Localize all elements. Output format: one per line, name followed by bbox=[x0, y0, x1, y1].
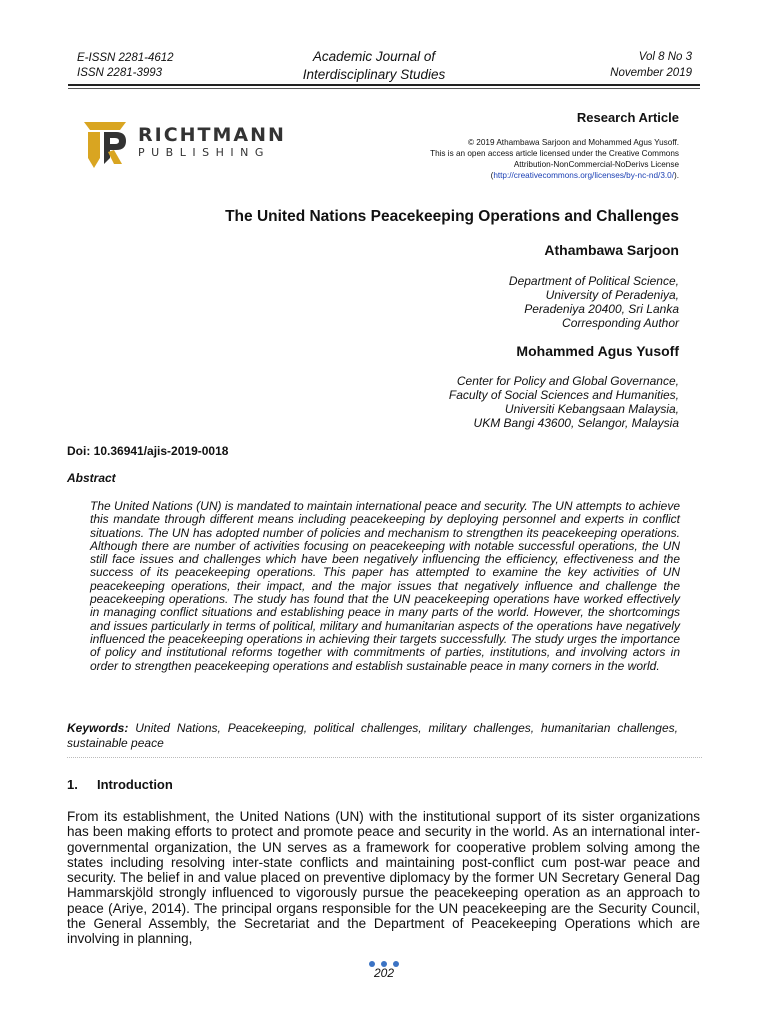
license-notice bbox=[349, 137, 679, 181]
journal-name-line1: Academic Journal of bbox=[312, 49, 436, 64]
article-title: The United Nations Peacekeeping Operations and Challenges bbox=[225, 208, 679, 225]
page-number: 202 bbox=[373, 966, 395, 980]
journal-name-line2: Interdisciplinary Studies bbox=[302, 67, 446, 82]
issue-date: November 2019 bbox=[610, 67, 692, 79]
license-line: This is an open access article licensed under the Creative Commons bbox=[430, 149, 679, 158]
issue-block bbox=[610, 49, 692, 81]
doi: Doi: 10.36941/ajis-2019-0018 bbox=[67, 444, 229, 458]
header-rule bbox=[68, 84, 700, 86]
author-name: Athambawa Sarjoon bbox=[544, 242, 679, 258]
publisher-name: RICHTMANN bbox=[138, 124, 286, 146]
license-link-line: (http://creativecommons.org/licenses/by-nc-nd/3.0/). bbox=[490, 171, 679, 180]
keywords-list: United Nations, Peacekeeping, political challenges, military challenges, humanitarian challenges, sustainable peace bbox=[67, 721, 678, 750]
section-heading bbox=[67, 777, 173, 792]
copyright-line: © 2019 Athambawa Sarjoon and Mohammed Agus Yusoff. bbox=[467, 138, 679, 147]
section-number: 1. bbox=[67, 777, 78, 792]
journal-name-block bbox=[270, 48, 478, 84]
section-title: Introduction bbox=[97, 777, 173, 792]
issn: ISSN 2281-3993 bbox=[77, 67, 163, 79]
keywords-label: Keywords: bbox=[67, 721, 129, 735]
author-name: Mohammed Agus Yusoff bbox=[516, 343, 679, 359]
license-link[interactable]: http://creativecommons.org/licenses/by-nc-nd/3.0/ bbox=[493, 171, 674, 180]
author-affiliation: Department of Political Science, University of Peradeniya, Peradeniya 20400, Sri Lanka Corresponding Author bbox=[508, 274, 679, 330]
article-type: Research Article bbox=[576, 110, 679, 125]
abstract-text: The United Nations (UN) is mandated to maintain international peace and security. The UN attempts to achieve this mandate through different means including peacekeeping by deploying personnel and experts in conflict situations. The UN has adopted number of policies and mechanism to strengthen its peacekeeping operations. Although there are number of activities focusing on peacekeeping with notable successful operations, the UN still face issues and challenges which have been negatively influencing the efficiency, effectiveness and the success of its peacekeeping operations. This paper has attempted to examine the key activities of UN peacekeeping operations, their impact, and the major issues that negatively influence and challenge the peacekeeping operations. The study has found that the UN peacekeeping operations have worked effectively in managing conflict situations and establishing peace in many parts of the world. However, the shortcomings and issues particularly in terms of political, military and humanitarian aspects of the operations have negatively influenced the peacekeeping operations in achieving their targets successfully. The study urges the importance of policy and institutional reforms together with commitments of parties, institutions, and involving actors in order to strengthen peacekeeping operations and establish sustainable peace in many corners in the world. bbox=[90, 499, 680, 673]
abstract-heading: Abstract bbox=[67, 471, 116, 485]
section-body: From its establishment, the United Nations (UN) with the institutional support of its sister organizations has been making efforts to protect and promote peace and security in the world. As an international inter-governmental organization, the UN serves as a framework for cooperative problem solving among the states including resolving inter-state conflicts and maintaining post-conflict cum post-war peace and security. The belief in and value placed on preventive diplomacy by the former UN Secretary General Dag Hammarskjöld strongly influenced to vigorously pursue the peacekeeping operation as an approach to peace (Ariye, 2014). The principal organs responsible for the UN peacekeeping are the Security Council, the General Assembly, the Secretariat and the Department of Peacekeeping Operations which are involving in planning, bbox=[67, 809, 700, 947]
volume: Vol 8 No 3 bbox=[638, 51, 692, 63]
publisher-subtitle: PUBLISHING bbox=[138, 146, 270, 159]
journal-issn-block bbox=[77, 51, 174, 81]
license-type: Attribution-NonCommercial-NoDerivs License bbox=[513, 160, 679, 169]
publisher-logo-icon bbox=[80, 118, 138, 170]
header-rule-thin bbox=[68, 88, 700, 89]
eissn: E-ISSN 2281-4612 bbox=[77, 52, 174, 64]
author-affiliation: Center for Policy and Global Governance, Faculty of Social Sciences and Humanities, Universiti Kebangsaan Malaysia, UKM Bangi 43600, Selangor, Malaysia bbox=[448, 374, 679, 430]
keywords bbox=[67, 721, 678, 750]
section-divider bbox=[67, 757, 702, 758]
